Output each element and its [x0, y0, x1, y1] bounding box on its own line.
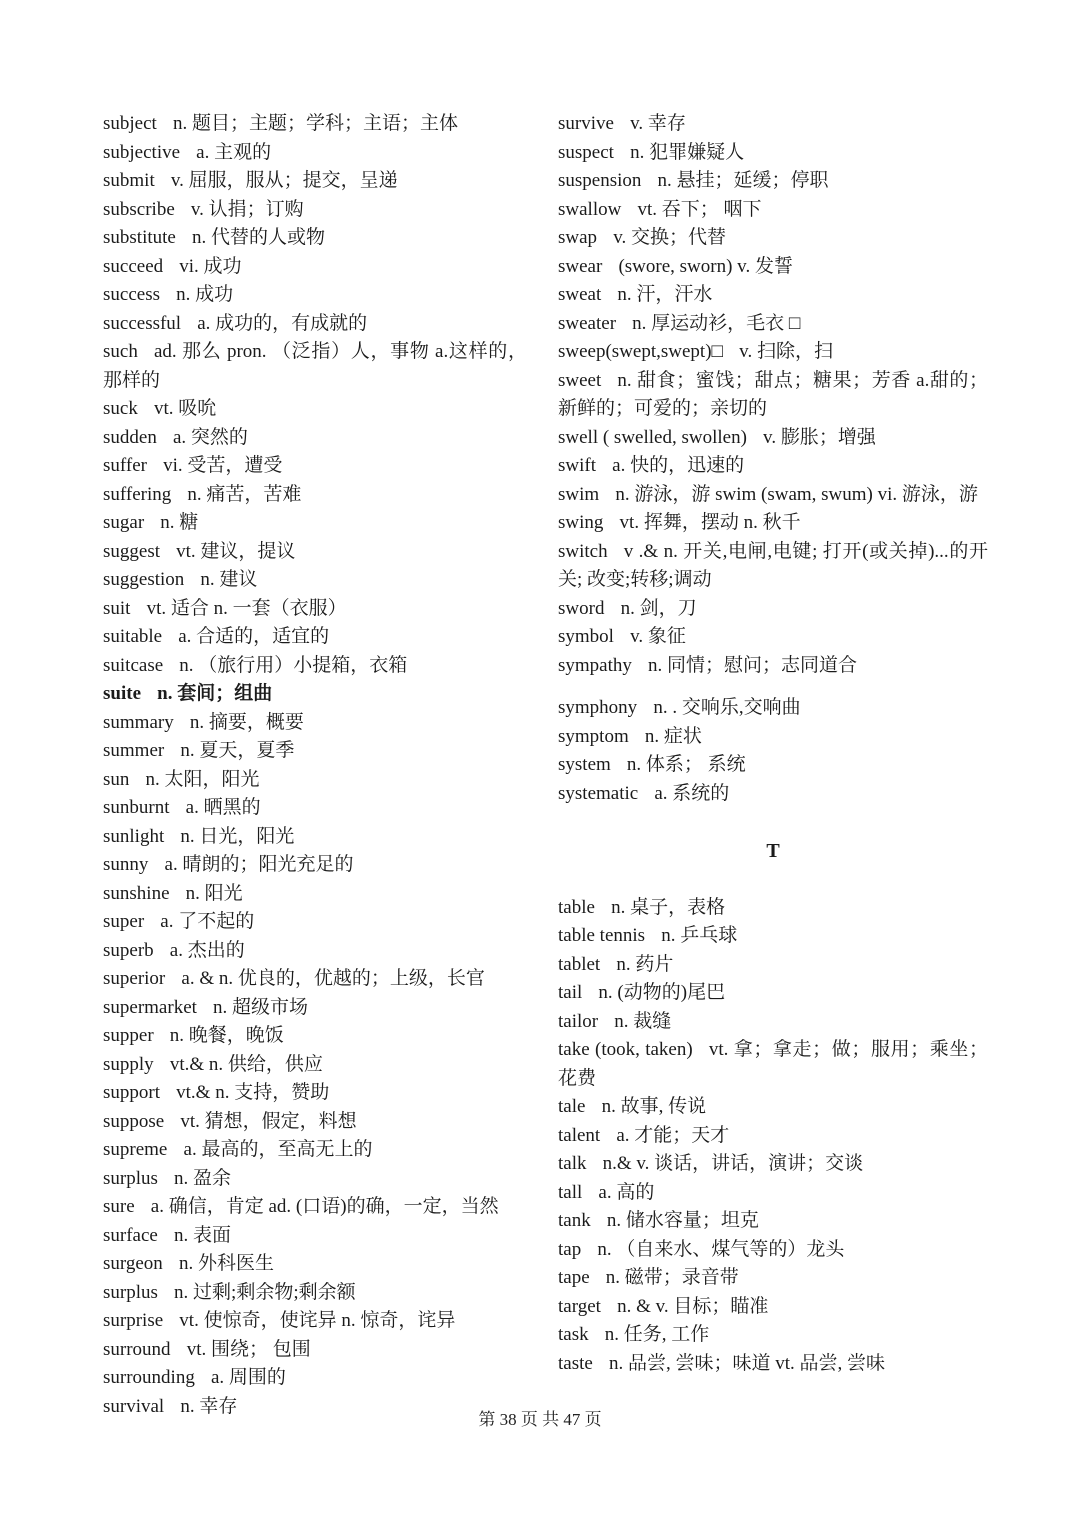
headword: supply: [103, 1053, 154, 1075]
headword: sugar: [103, 512, 145, 533]
headword: suggest: [103, 540, 160, 562]
headword: swap: [558, 227, 598, 248]
definition: vt. 建议，提议: [176, 540, 296, 562]
headword: talk: [558, 1153, 587, 1174]
headword: superb: [103, 939, 154, 961]
vocab-entry: [103, 1051, 527, 1080]
headword: tank: [558, 1210, 591, 1231]
headword: tail: [558, 982, 583, 1003]
headword: tall: [558, 1181, 583, 1203]
definition: n. 桌子，表格: [611, 896, 726, 918]
definition: n. 摘要，概要: [189, 711, 304, 733]
definition: a. 高的: [598, 1181, 655, 1203]
vocab-entry: [103, 452, 527, 481]
page-footer: 第 38 页 共 47 页: [478, 1410, 602, 1429]
vocab-entry: [103, 1250, 527, 1279]
definition: n. & v. 目标；瞄准: [617, 1295, 769, 1317]
definition: vt. 围绕； 包围: [186, 1338, 311, 1360]
headword: task: [558, 1324, 589, 1345]
right-column: [558, 110, 988, 1378]
headword: surplus: [103, 1167, 158, 1189]
definition: a. 晴朗的；阳光充足的: [164, 854, 354, 875]
definition: n. 痛苦，苦难: [187, 483, 302, 505]
definition: n. 游泳，游 swim (swam, swum) vi. 游泳，游: [615, 483, 978, 505]
vocab-entry: [103, 1364, 527, 1393]
definition: a. & n. 优良的，优越的；上级，长官: [181, 968, 485, 989]
vocab-entry: [558, 481, 988, 510]
definition: a. 确信，肯定 ad. (口语)的确，一定，当然: [150, 1196, 499, 1217]
vocab-entry: [103, 1193, 527, 1222]
vocab-entry: [103, 1279, 527, 1308]
vocab-entry: [103, 110, 527, 139]
headword: success: [103, 284, 160, 305]
vocab-entry: [103, 623, 527, 652]
vocab-entry: [558, 751, 988, 780]
definition: n. 外科医生: [178, 1253, 274, 1274]
headword: sunburnt: [103, 797, 170, 818]
vocab-entry: [558, 196, 988, 225]
definition: vt. 吞下； 咽下: [637, 198, 762, 220]
headword: surgeon: [103, 1253, 163, 1274]
vocab-entry: [103, 1307, 527, 1336]
vocab-entry: [103, 224, 527, 253]
vocab-entry: [103, 595, 527, 624]
headword: subject: [103, 113, 157, 134]
headword: swift: [558, 455, 596, 476]
definition: v. 膨胀；增强: [763, 426, 876, 448]
headword: tap: [558, 1238, 582, 1260]
vocab-entry: [103, 680, 527, 709]
vocab-entry: [558, 1293, 988, 1322]
headword: switch: [558, 540, 608, 562]
vocab-entry: [558, 1236, 988, 1265]
headword: target: [558, 1295, 601, 1317]
vocab-entry: [558, 1207, 988, 1236]
headword: take (took, taken): [558, 1039, 693, 1060]
vocab-entry: [558, 1036, 988, 1093]
definition: a. 主观的: [196, 141, 272, 163]
headword: summer: [103, 740, 165, 761]
vocab-entry: [103, 1165, 527, 1194]
headword: sunshine: [103, 882, 170, 904]
headword: succeed: [103, 255, 164, 277]
definition: vt. 使惊奇，使诧异 n. 惊奇，诧异: [179, 1310, 456, 1331]
definition: n. 悬挂；延缓；停职: [657, 170, 829, 191]
definition: n. 故事, 传说: [601, 1096, 707, 1117]
headword: swallow: [558, 198, 622, 220]
vocab-entry: [103, 395, 527, 424]
vocab-entry: [103, 1336, 527, 1365]
definition: n. 磁带；录音带: [605, 1267, 739, 1288]
headword: super: [103, 911, 145, 932]
column-gap: [558, 680, 988, 694]
vocab-entry: [103, 509, 527, 538]
headword: sword: [558, 597, 605, 619]
vocab-entry: [558, 723, 988, 752]
headword: suck: [103, 398, 138, 419]
definition: a. 杰出的: [169, 939, 245, 961]
headword: supper: [103, 1025, 154, 1046]
definition: v. 屈服，服从；提交，呈递: [170, 170, 398, 191]
vocab-entry: [558, 894, 988, 923]
headword: successful: [103, 312, 182, 334]
headword: tale: [558, 1096, 586, 1117]
vocab-entry: [103, 1079, 527, 1108]
definition: vt.& n. 供给，供应: [169, 1053, 323, 1075]
headword: tailor: [558, 1010, 599, 1032]
vocab-entry: [103, 566, 527, 595]
headword: suffer: [103, 455, 147, 476]
definition: v. 认捐；订购: [190, 198, 304, 220]
vocab-entry: [558, 139, 988, 168]
headword: sweep(swept,swept)□: [558, 341, 724, 362]
headword: suite: [103, 683, 141, 704]
definition: v .& n. 开关,电闸,电键; 打开(或关掉)...的开关; 改变;转移;调动: [558, 540, 988, 590]
vocab-entry: [103, 1222, 527, 1251]
headword: superior: [103, 968, 166, 989]
vocab-entry: [103, 851, 527, 880]
vocab-entry: [558, 1350, 988, 1379]
headword: suffering: [103, 483, 172, 505]
vocab-entry: [103, 139, 527, 168]
definition: vt.& n. 支持，赞助: [176, 1082, 330, 1103]
definition: v. 象征: [630, 626, 686, 647]
vocab-entry: [103, 1108, 527, 1137]
headword: swing: [558, 512, 604, 533]
left-column: [103, 110, 527, 1421]
vocab-entry: [103, 823, 527, 852]
vocab-entry: [558, 338, 988, 367]
headword: surrounding: [103, 1367, 195, 1388]
vocab-entry: [558, 1150, 988, 1179]
vocab-entry: [558, 281, 988, 310]
vocab-entry: [103, 880, 527, 909]
vocab-entry: [558, 167, 988, 196]
definition: a. 快的，迅速的: [612, 455, 745, 476]
vocab-entry: [103, 1022, 527, 1051]
headword: symbol: [558, 626, 614, 647]
headword: surface: [103, 1224, 158, 1246]
vocab-entry: [103, 737, 527, 766]
vocab-entry: [103, 937, 527, 966]
definition: ad. 那么 pron. （泛指）人，事物 a.这样的，那样的: [103, 341, 527, 391]
definition: n. 犯罪嫌疑人: [630, 141, 745, 163]
headword: substitute: [103, 227, 176, 248]
definition: vi. 受苦，遭受: [163, 455, 283, 476]
definition: a. 晒黑的: [185, 797, 261, 818]
headword: sudden: [103, 426, 157, 448]
definition: n. 储水容量；坦克: [606, 1210, 759, 1231]
headword: sun: [103, 768, 130, 790]
definition: n. 盈余: [174, 1167, 232, 1189]
vocab-entry: [558, 367, 988, 424]
headword: systematic: [558, 782, 639, 804]
headword: suspect: [558, 141, 614, 163]
vocab-entry: [558, 1179, 988, 1208]
definition: v. 幸存: [630, 113, 686, 134]
vocab-entry: [558, 979, 988, 1008]
definition: n. 晚餐，晚饭: [169, 1025, 284, 1046]
headword: sure: [103, 1196, 135, 1217]
vocab-entry: [558, 623, 988, 652]
vocab-entry: [103, 167, 527, 196]
vocab-entry: [103, 196, 527, 225]
vocab-entry: [103, 652, 527, 681]
headword: surplus: [103, 1281, 158, 1303]
vocab-entry: [103, 965, 527, 994]
vocab-entry: [103, 281, 527, 310]
definition: n. 同情；慰问；志同道合: [648, 654, 858, 676]
headword: sunny: [103, 854, 149, 875]
definition: vt. 吸吮: [153, 398, 217, 419]
vocab-entry: [558, 652, 988, 681]
vocab-entry: [558, 1122, 988, 1151]
definition: n. 体系； 系统: [626, 754, 746, 775]
definition: vt. 猜想，假定，料想: [180, 1110, 357, 1132]
definition: vi. 成功: [179, 255, 242, 277]
definition: n. 厚运动衫，毛衣 □: [632, 312, 801, 334]
definition: a. 周围的: [210, 1367, 286, 1388]
headword: system: [558, 754, 611, 775]
vocab-entry: [103, 709, 527, 738]
vocab-entry: [558, 509, 988, 538]
vocab-entry: [103, 253, 527, 282]
definition: n. 糖: [160, 512, 199, 533]
definition: n. (动物的)尾巴: [598, 982, 726, 1003]
definition: (swore, sworn) v. 发誓: [618, 255, 793, 277]
headword: supreme: [103, 1139, 168, 1160]
vocab-entry: [103, 338, 527, 395]
headword: tape: [558, 1267, 590, 1288]
vocab-entry: [103, 994, 527, 1023]
headword: sweater: [558, 312, 617, 334]
vocab-entry: [558, 110, 988, 139]
definition: n. 裁缝: [614, 1010, 672, 1032]
headword: such: [103, 341, 138, 362]
definition: v. 交换；代替: [613, 227, 726, 248]
headword: suppose: [103, 1110, 165, 1132]
vocab-entry: [558, 694, 988, 723]
definition: n. （自来水、煤气等的）龙头: [597, 1238, 845, 1260]
definition: n. 品尝, 尝味；味道 vt. 品尝, 尝味: [608, 1352, 885, 1374]
vocab-entry: [558, 224, 988, 253]
definition: n. 过剩;剩余物;剩余额: [174, 1281, 356, 1303]
headword: support: [103, 1082, 160, 1103]
vocab-entry: [558, 922, 988, 951]
vocab-entry: [558, 1093, 988, 1122]
vocab-entry: [558, 1264, 988, 1293]
vocab-entry: [558, 424, 988, 453]
definition: vt. 适合 n. 一套（衣服）: [146, 597, 347, 619]
headword: table tennis: [558, 925, 646, 946]
definition: n. 题目；主题；学科；主语；主体: [172, 113, 458, 134]
vocab-entry: [558, 253, 988, 282]
definition: n. 成功: [176, 284, 234, 305]
vocab-entry: [558, 1008, 988, 1037]
vocab-entry: [558, 452, 988, 481]
headword: symptom: [558, 725, 629, 747]
headword: sweat: [558, 284, 602, 305]
headword: submit: [103, 170, 155, 191]
definition: n. 超级市场: [213, 996, 309, 1018]
headword: talent: [558, 1124, 601, 1146]
definition: v. 扫除，扫: [739, 341, 833, 362]
headword: table: [558, 896, 595, 918]
headword: tablet: [558, 953, 601, 975]
definition: n. 套间；组曲: [157, 683, 273, 704]
headword: survival: [103, 1395, 165, 1417]
headword: taste: [558, 1352, 593, 1374]
vocab-entry: [558, 538, 988, 595]
definition: n. 日光，阳光: [180, 825, 295, 847]
vocab-entry: [103, 908, 527, 937]
headword: swear: [558, 255, 603, 277]
vocab-entry: [103, 424, 527, 453]
definition: n. 阳光: [185, 882, 243, 904]
headword: surround: [103, 1338, 171, 1360]
section-letter-heading: T: [766, 840, 780, 862]
definition: n. 甜食；蜜饯；甜点；糖果；芳香 a.甜的；新鲜的；可爱的；亲切的: [558, 369, 988, 419]
headword: sweet: [558, 369, 602, 391]
definition: a. 系统的: [654, 782, 730, 804]
vocab-entry: [558, 780, 988, 809]
vocab-entry: [103, 538, 527, 567]
definition: n. 幸存: [180, 1395, 238, 1417]
definition: n. 症状: [644, 725, 702, 747]
vocab-entry: [103, 310, 527, 339]
headword: suit: [103, 597, 131, 619]
definition: n. 药片: [616, 953, 674, 975]
headword: suitcase: [103, 654, 164, 676]
vocab-entry: [558, 1321, 988, 1350]
definition: n. 夏天，夏季: [180, 740, 295, 761]
headword: survive: [558, 113, 614, 134]
headword: summary: [103, 711, 174, 733]
vocab-entry: [103, 766, 527, 795]
definition: a. 合适的，适宜的: [178, 626, 330, 647]
vocab-entry: [558, 951, 988, 980]
headword: supermarket: [103, 996, 197, 1018]
headword: suitable: [103, 626, 163, 647]
headword: swell ( swelled, swollen): [558, 426, 747, 448]
vocab-entry: [558, 595, 988, 624]
definition: n. 表面: [174, 1224, 232, 1246]
definition: n. 代替的人或物: [191, 227, 325, 248]
definition: n. 乒乓球: [661, 925, 738, 946]
definition: n. （旅行用）小提箱，衣箱: [179, 654, 408, 676]
definition: n. 建议: [200, 569, 258, 590]
definition: vt. 拿；拿走；做；服用；乘坐；花费: [558, 1039, 988, 1089]
definition: n. 剑，刀: [620, 597, 697, 619]
headword: suspension: [558, 170, 642, 191]
definition: n.& v. 谈话，讲话，演讲；交谈: [602, 1153, 864, 1174]
definition: n. 太阳，阳光: [145, 768, 260, 790]
headword: subscribe: [103, 198, 175, 220]
vocab-entry: [558, 310, 988, 339]
vocab-entry: [103, 794, 527, 823]
headword: swim: [558, 483, 600, 505]
definition: n. 任务, 工作: [604, 1324, 710, 1345]
vocab-entry: [103, 1136, 527, 1165]
definition: a. 最高的，至高无上的: [183, 1139, 373, 1160]
definition: a. 突然的: [172, 426, 248, 448]
definition: a. 了不起的: [160, 911, 255, 932]
headword: sunlight: [103, 825, 165, 847]
definition: vt. 挥舞，摆动 n. 秋千: [619, 512, 801, 533]
headword: subjective: [103, 141, 181, 163]
definition: n. . 交响乐,交响曲: [653, 697, 801, 718]
headword: symphony: [558, 697, 638, 718]
definition: a. 才能；天才: [616, 1124, 730, 1146]
headword: sympathy: [558, 654, 632, 676]
vocab-entry: [103, 481, 527, 510]
headword: suggestion: [103, 569, 185, 590]
headword: surprise: [103, 1310, 164, 1331]
definition: n. 汗，汗水: [617, 284, 713, 305]
definition: a. 成功的，有成就的: [197, 312, 368, 334]
